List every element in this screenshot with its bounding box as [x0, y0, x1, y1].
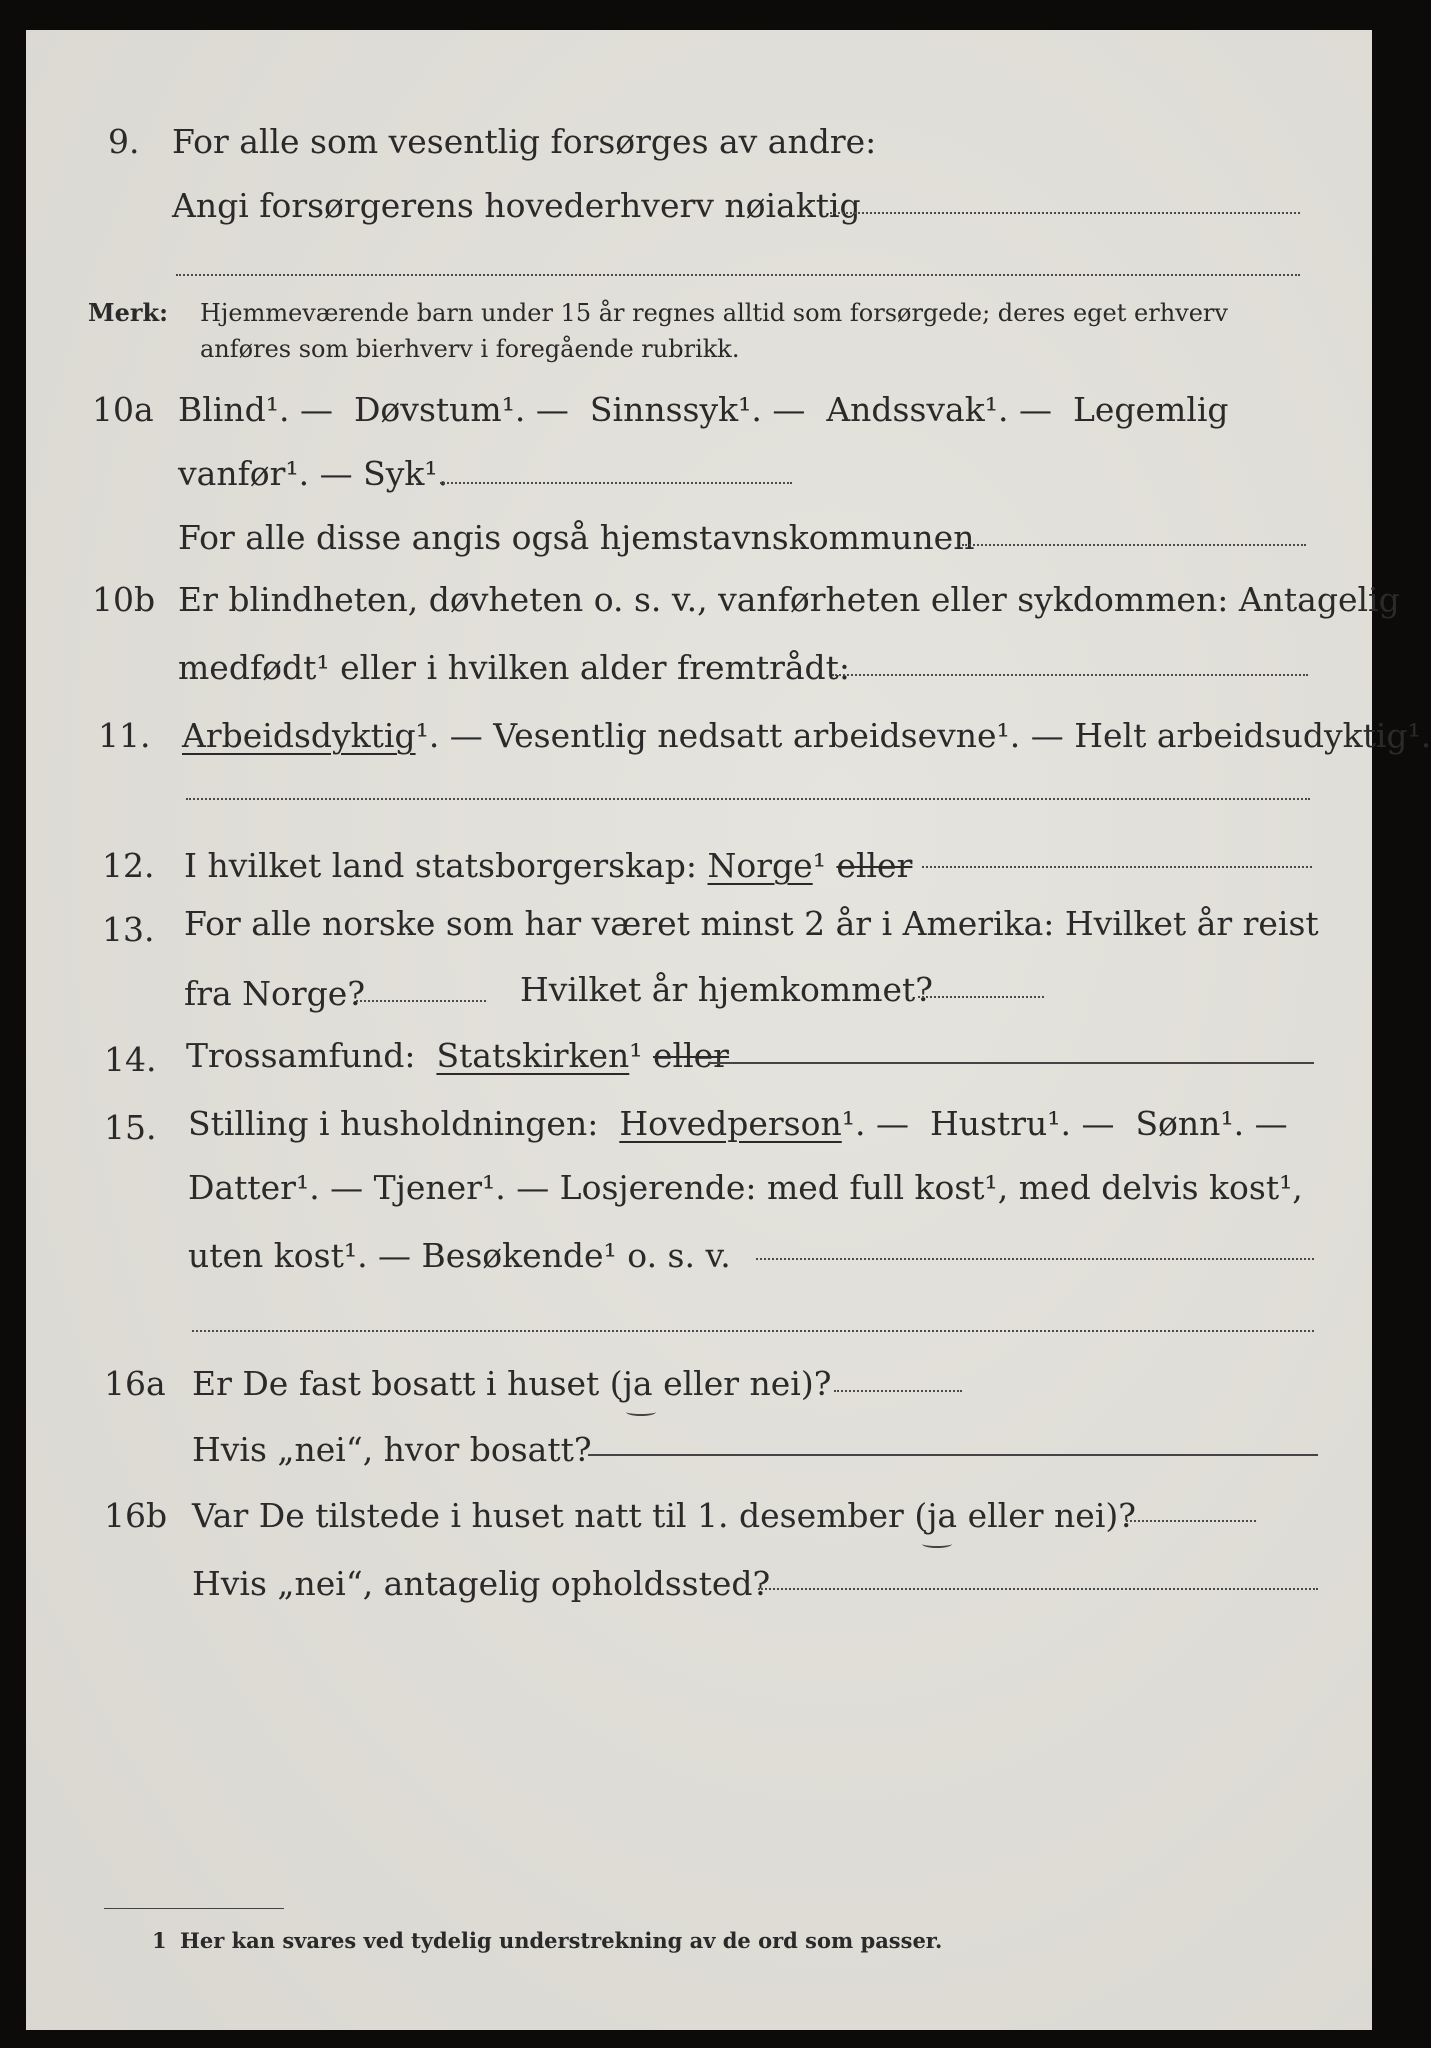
q15-line2: Datter¹. — Tjener¹. — Losjerende: med full kost¹, med delvis kost¹, [188, 1168, 1303, 1207]
opt-nedsatt-arbeidsevne[interactable]: Vesentlig nedsatt arbeidsevne [493, 716, 997, 755]
q16a-line1: Er De fast bosatt i huset (ja eller nei)? [192, 1364, 832, 1403]
opt-hovedperson[interactable]: Hovedperson [619, 1104, 842, 1143]
q16b-number: 16b [104, 1496, 168, 1535]
merk-line2: anføres som bierhverv i foregående rubrikk. [200, 335, 740, 363]
q15-line3: uten kost¹. — Besøkende¹ o. s. v. [188, 1236, 731, 1275]
q10b-line2: medfødt¹ eller i hvilken alder fremtrådt: [178, 648, 851, 687]
opt-vanfor[interactable]: vanfør [178, 454, 286, 493]
opt-sonn[interactable]: Sønn [1135, 1104, 1221, 1143]
q15-line1: Stilling i husholdningen: Hovedperson¹. — Hustru¹. — Sønn¹. — [188, 1104, 1288, 1143]
opt-hustru[interactable]: Hustru [929, 1104, 1048, 1143]
q13-reist-field[interactable] [356, 1000, 486, 1002]
q13-line1: For alle norske som har været minst 2 år i Amerika: Hvilket år reist [184, 904, 1319, 943]
q15-answer-field[interactable] [756, 1258, 1314, 1260]
census-form-sheet [26, 30, 1372, 2030]
q15-answer-field-2[interactable] [192, 1330, 1314, 1332]
q16a-bosatt-field[interactable] [588, 1454, 1318, 1456]
opt-arbeidsudyktig[interactable]: Helt arbeidsudyktig [1074, 716, 1408, 755]
q12-line: I hvilket land statsborgerskap: Norge¹ eller [184, 846, 913, 885]
q16a-number: 16a [104, 1364, 166, 1403]
q11-line: Arbeidsdyktig¹. — Vesentlig nedsatt arbeidsevne¹. — Helt arbeidsudyktig¹. [182, 716, 1431, 755]
ja-mark-16a [626, 1408, 656, 1416]
footnote-rule [104, 1908, 284, 1909]
footnote-text: Her kan svares ved tydelig understrekning av de ord som passer. [180, 1928, 943, 1953]
q10b-answer-field[interactable] [832, 674, 1308, 676]
q10a-line1: Blind¹. — Døvstum¹. — Sinnssyk¹. — Andssvak¹. — Legemlig [178, 390, 1229, 429]
opt-eller-struck-14: eller [653, 1036, 729, 1075]
q9-line1: For alle som vesentlig forsørges av andre: [172, 122, 877, 161]
q15-number: 15. [104, 1108, 157, 1147]
q12-number: 12. [102, 846, 155, 885]
q10a-number: 10a [92, 390, 154, 429]
opt-statskirken[interactable]: Statskirken [436, 1036, 630, 1075]
q16a-line2: Hvis „nei“, hvor bosatt? [192, 1430, 592, 1469]
q9-answer-field[interactable] [830, 212, 1300, 214]
q13-line2a: fra Norge? [184, 974, 366, 1013]
q10a-line3: For alle disse angis også hjemstavnskommunen [178, 518, 975, 557]
opt-arbeidsdyktig[interactable]: Arbeidsdyktig [182, 716, 416, 755]
opt-ja-16b[interactable]: ja [927, 1496, 958, 1535]
opt-legemlig[interactable]: Legemlig [1072, 390, 1229, 429]
q10b-number: 10b [92, 580, 156, 619]
opt-dovstum[interactable]: Døvstum [353, 390, 502, 429]
opt-blind[interactable]: Blind [178, 390, 266, 429]
q16b-answer-field[interactable] [1126, 1520, 1256, 1522]
q13-hjemkommet-field[interactable] [918, 996, 1044, 998]
opt-ja-16a[interactable]: ja [622, 1364, 653, 1403]
q13-number: 13. [102, 910, 155, 949]
q10a-kommune-field[interactable] [962, 544, 1306, 546]
q16b-opholdssted-field[interactable] [758, 1588, 1318, 1590]
q13-line2b: Hvilket år hjemkommet? [520, 970, 933, 1009]
q16b-line2: Hvis „nei“, antagelig opholdssted? [192, 1564, 771, 1603]
merk-label: Merk: [88, 298, 168, 327]
q10b-line1: Er blindheten, døvheten o. s. v., vanførheten eller sykdommen: Antagelig [178, 580, 1400, 619]
q14-line: Trossamfund: Statskirken¹ eller [186, 1036, 729, 1075]
q16b-line1: Var De tilstede i huset natt til 1. desember (ja eller nei)? [192, 1496, 1136, 1535]
q16a-answer-field[interactable] [834, 1390, 962, 1392]
q9-number: 9. [108, 122, 140, 161]
q10a-line2: vanfør¹. — Syk¹. [178, 454, 449, 493]
ja-mark-16b [922, 1540, 952, 1548]
q12-answer-field[interactable] [922, 866, 1312, 868]
opt-sinnssyk[interactable]: Sinnssyk [589, 390, 739, 429]
opt-eller-struck: eller [836, 846, 913, 885]
q11-number: 11. [98, 716, 151, 755]
q10a-answer-field[interactable] [440, 482, 792, 484]
merk-line1: Hjemmeværende barn under 15 år regnes alltid som forsørgede; deres eget erhverv [200, 299, 1228, 327]
footnote-mark: 1 [152, 1928, 167, 1953]
q9-answer-field-2[interactable] [176, 274, 1300, 276]
opt-syk[interactable]: Syk [363, 454, 425, 493]
q14-number: 14. [104, 1040, 157, 1079]
q11-answer-field[interactable] [186, 798, 1310, 800]
opt-andssvak[interactable]: Andssvak [826, 390, 985, 429]
q14-answer-field[interactable] [708, 1062, 1314, 1064]
q9-line2: Angi forsørgerens hovederhverv nøiaktig [172, 186, 861, 225]
opt-norge[interactable]: Norge [707, 846, 813, 885]
